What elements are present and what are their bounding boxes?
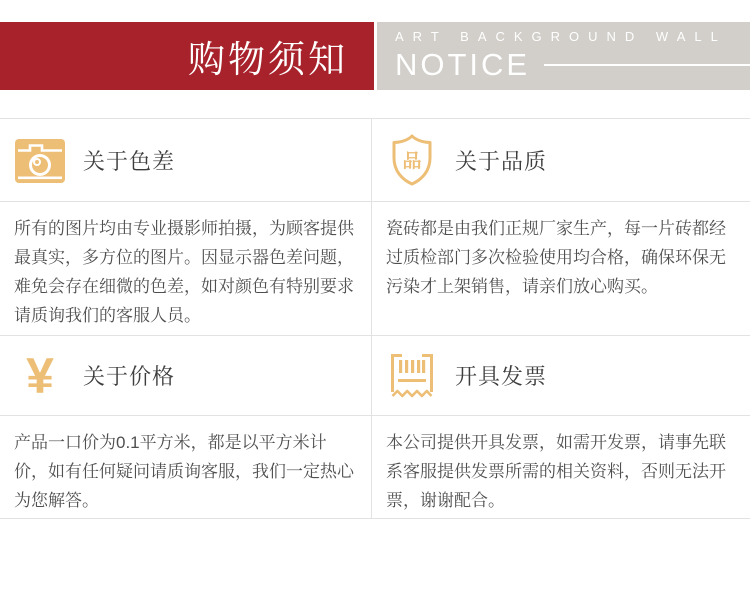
section-body-quality: 瓷砖都是由我们正规厂家生产，每一片砖都经过质检部门多次检验使用均合格，确保环保无污染才上架销售，请亲们放心购买。 xyxy=(371,201,750,335)
section-title: 关于价格 xyxy=(83,364,176,389)
section-title: 开具发票 xyxy=(455,364,548,389)
quality-shield-icon xyxy=(386,133,438,187)
shield-glyph: 品 xyxy=(402,151,422,172)
page-title: 购物须知 xyxy=(188,39,348,80)
section-header-invoice xyxy=(371,335,750,415)
notice-grid xyxy=(0,118,750,519)
section-header-quality xyxy=(371,119,750,201)
section-body-price: 产品一口价为0.1平方米，都是以平方米计价，如有任何疑问请质询客服，我们一定热心为您解答。 xyxy=(0,415,371,518)
invoice-receipt-icon xyxy=(386,349,438,403)
section-header-color-difference xyxy=(0,119,371,201)
banner-subtitle-block xyxy=(377,22,750,90)
yuan-glyph: ¥ xyxy=(26,347,54,404)
banner-subtitle-top: ART BACKGROUND WALL xyxy=(395,29,727,44)
section-body-color-difference: 所有的图片均由专业摄影师拍摄，为顾客提供最真实，多方位的图片。因显示器色差问题，难免会存在细微的色差，如对颜色有特别要求请质询我们的客服人员。 xyxy=(0,201,371,335)
camera-icon xyxy=(14,133,66,187)
section-title: 关于色差 xyxy=(83,148,176,174)
banner-subtitle-bottom: NOTICE xyxy=(395,47,531,82)
section-body-invoice: 本公司提供开具发票，如需开发票，请事先联系客服提供发票所需的相关资料，否则无法开票，谢谢配合。 xyxy=(371,415,750,518)
banner-title-block xyxy=(0,22,374,90)
header-banner xyxy=(0,22,750,90)
yuan-price-icon xyxy=(14,349,66,403)
section-title: 关于品质 xyxy=(455,148,548,174)
banner-rule-line xyxy=(544,64,750,66)
section-header-price xyxy=(0,335,371,415)
